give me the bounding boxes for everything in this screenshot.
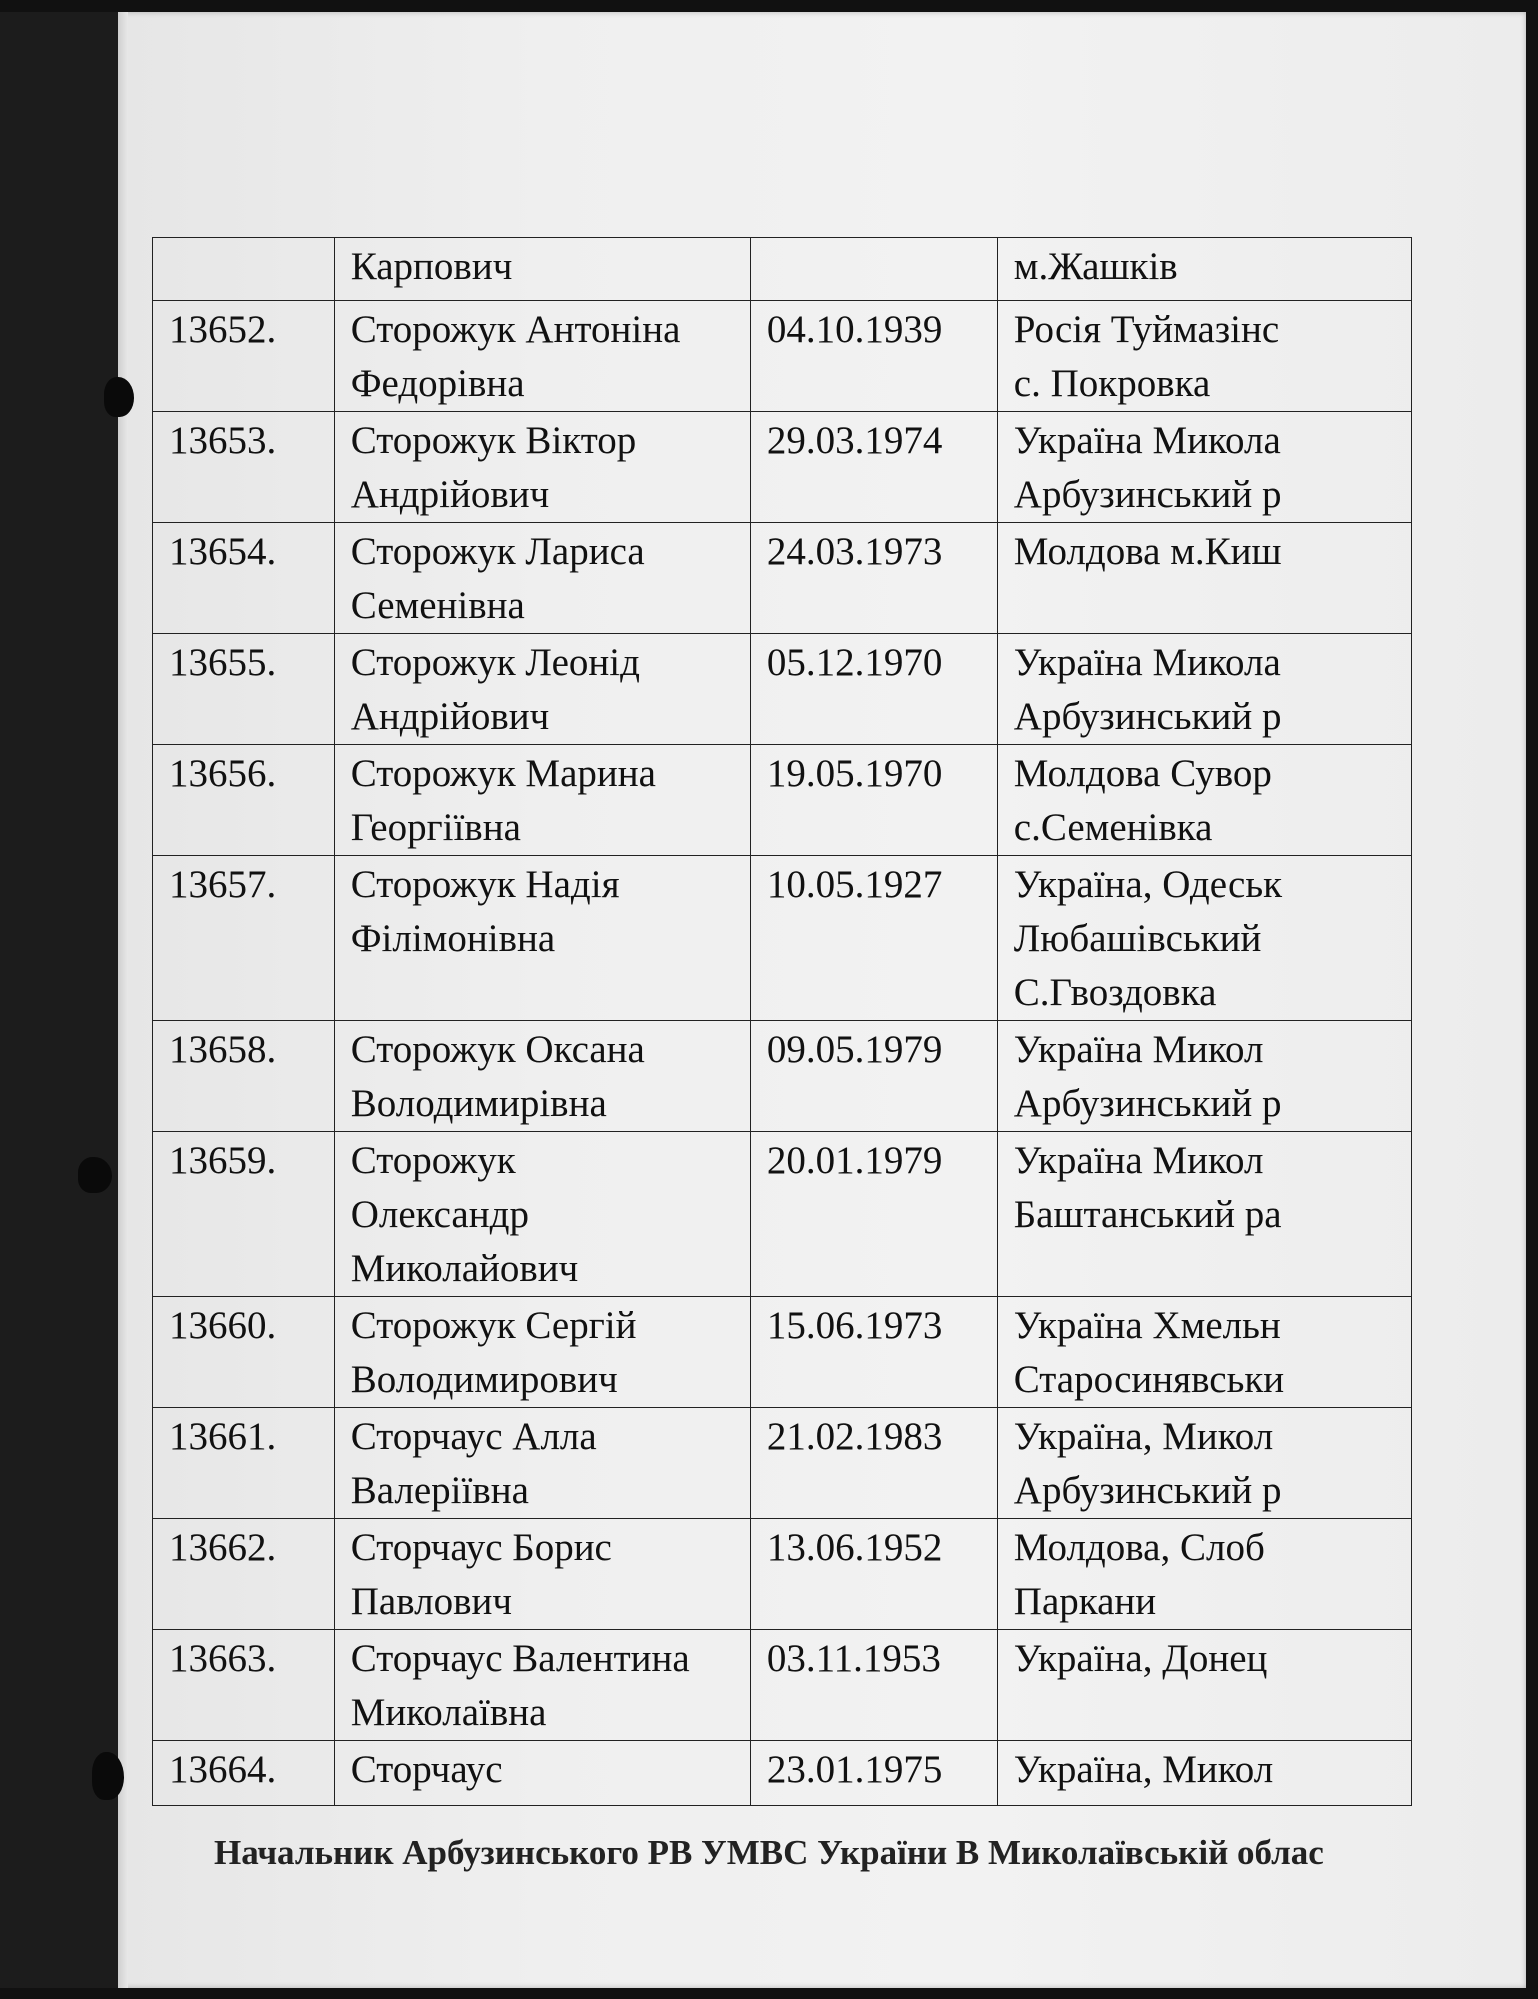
birth-date-cell: 29.03.1974 (750, 412, 997, 523)
person-name-cell: Сторожук Леонід Андрійович (334, 634, 750, 745)
birth-date-cell: 04.10.1939 (750, 301, 997, 412)
person-name-cell: Сторожук Віктор Андрійович (334, 412, 750, 523)
birth-place-cell: Молдова Сувор с.Семенівка (997, 745, 1411, 856)
person-name-cell: Сторожук Надія Філімонівна (334, 856, 750, 1021)
table-row (153, 745, 1412, 856)
table-row (153, 301, 1412, 412)
record-number-cell: 13653. (153, 412, 335, 523)
table-row (153, 1630, 1412, 1741)
record-number-cell: 13652. (153, 301, 335, 412)
person-name-cell: Сторчаус Борис Павлович (334, 1519, 750, 1630)
record-number-cell: 13664. (153, 1741, 335, 1806)
birth-date-cell: 20.01.1979 (750, 1132, 997, 1297)
birth-place-cell: Україна Хмельн Старосинявськи (997, 1297, 1411, 1408)
table-row (153, 1519, 1412, 1630)
table-row (153, 523, 1412, 634)
registry-table (152, 237, 1412, 1806)
table-row (153, 856, 1412, 1021)
person-name-cell: Сторчаус Валентина Миколаївна (334, 1630, 750, 1741)
table-row (153, 1297, 1412, 1408)
person-name-cell: Сторожук Оксана Володимирівна (334, 1021, 750, 1132)
record-number-cell: 13657. (153, 856, 335, 1021)
table-row (153, 412, 1412, 523)
birth-place-cell: Молдова м.Киш (997, 523, 1411, 634)
birth-date-cell: 05.12.1970 (750, 634, 997, 745)
table-row (153, 1021, 1412, 1132)
record-number-cell: 13661. (153, 1408, 335, 1519)
birth-place-cell: Молдова, Слоб Паркани (997, 1519, 1411, 1630)
record-number-cell: 13659. (153, 1132, 335, 1297)
record-number-cell (153, 238, 335, 301)
person-name-cell: Сторожук Марина Георгіївна (334, 745, 750, 856)
record-number-cell: 13662. (153, 1519, 335, 1630)
birth-place-cell: м.Жашків (997, 238, 1411, 301)
person-name-cell: Сторожук Лариса Семенівна (334, 523, 750, 634)
record-number-cell: 13658. (153, 1021, 335, 1132)
record-number-cell: 13654. (153, 523, 335, 634)
birth-place-cell: Україна Микол Баштанський ра (997, 1132, 1411, 1297)
birth-date-cell: 19.05.1970 (750, 745, 997, 856)
record-number-cell: 13656. (153, 745, 335, 856)
person-name-cell: Сторожук Антоніна Федорівна (334, 301, 750, 412)
table-row (153, 1741, 1412, 1806)
birth-place-cell: Україна Микола Арбузинський р (997, 634, 1411, 745)
birth-place-cell: Україна, Одеськ Любашівський С.Гвоздовка (997, 856, 1411, 1021)
birth-place-cell: Україна Микола Арбузинський р (997, 412, 1411, 523)
birth-date-cell (750, 238, 997, 301)
table-row (153, 1132, 1412, 1297)
page-fold (118, 12, 128, 1988)
person-name-cell: Сторожук Олександр Миколайович (334, 1132, 750, 1297)
record-number-cell: 13663. (153, 1630, 335, 1741)
person-name-cell: Сторчаус Алла Валеріївна (334, 1408, 750, 1519)
record-number-cell: 13655. (153, 634, 335, 745)
person-name-cell: Карпович (334, 238, 750, 301)
birth-date-cell: 10.05.1927 (750, 856, 997, 1021)
birth-place-cell: Україна, Донец (997, 1630, 1411, 1741)
birth-date-cell: 21.02.1983 (750, 1408, 997, 1519)
birth-place-cell: Україна, Микол (997, 1741, 1411, 1806)
punch-hole (104, 377, 134, 417)
birth-place-cell: Україна, Микол Арбузинський р (997, 1408, 1411, 1519)
background-sheet (0, 12, 118, 1988)
birth-date-cell: 24.03.1973 (750, 523, 997, 634)
birth-date-cell: 23.01.1975 (750, 1741, 997, 1806)
birth-date-cell: 13.06.1952 (750, 1519, 997, 1630)
table-row (153, 1408, 1412, 1519)
signature-line: Начальник Арбузинського РВ УМВС України В Миколаївській облас (214, 1833, 1324, 1872)
birth-place-cell: Росія Туймазінс с. Покровка (997, 301, 1411, 412)
birth-date-cell: 09.05.1979 (750, 1021, 997, 1132)
record-number-cell: 13660. (153, 1297, 335, 1408)
birth-place-cell: Україна Микол Арбузинський р (997, 1021, 1411, 1132)
person-name-cell: Сторожук Сергій Володимирович (334, 1297, 750, 1408)
person-name-cell: Сторчаус (334, 1741, 750, 1806)
birth-date-cell: 03.11.1953 (750, 1630, 997, 1741)
punch-hole (92, 1752, 124, 1800)
birth-date-cell: 15.06.1973 (750, 1297, 997, 1408)
table-row (153, 634, 1412, 745)
punch-hole (78, 1157, 112, 1193)
table-row (153, 238, 1412, 301)
